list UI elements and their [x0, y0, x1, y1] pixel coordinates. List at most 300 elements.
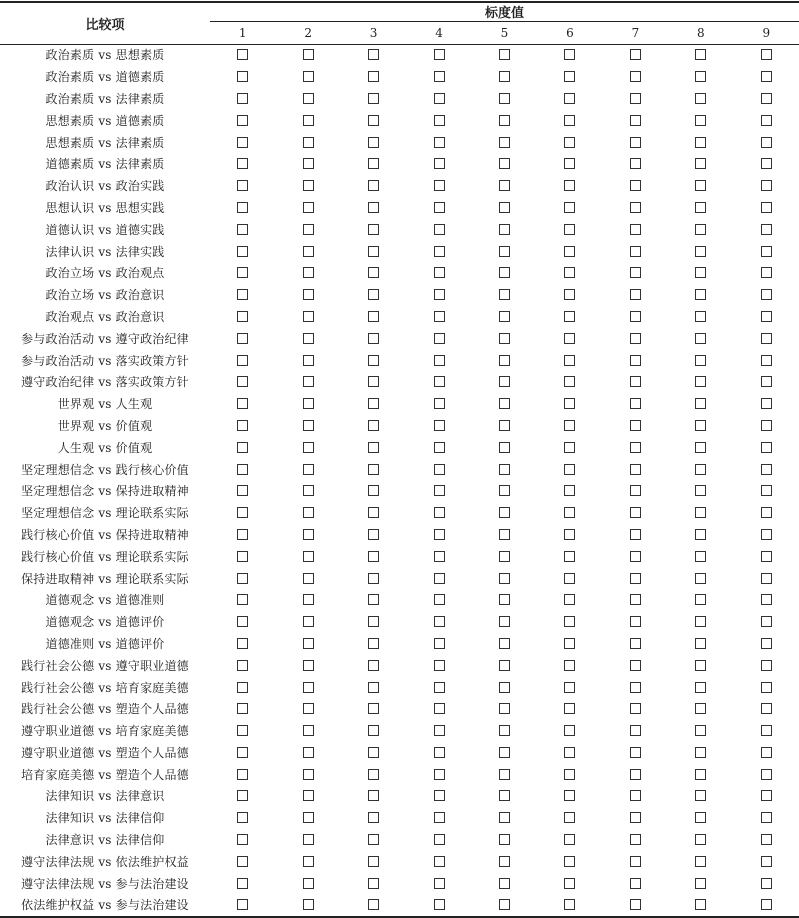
scale-checkbox[interactable]	[761, 333, 772, 344]
scale-checkbox[interactable]	[434, 71, 445, 82]
scale-checkbox[interactable]	[368, 333, 379, 344]
scale-checkbox[interactable]	[630, 878, 641, 889]
scale-checkbox[interactable]	[434, 485, 445, 496]
scale-checkbox[interactable]	[303, 376, 314, 387]
scale-checkbox[interactable]	[761, 529, 772, 540]
scale-checkbox[interactable]	[564, 594, 575, 605]
scale-checkbox[interactable]	[368, 485, 379, 496]
scale-checkbox[interactable]	[237, 769, 248, 780]
scale-checkbox[interactable]	[630, 158, 641, 169]
scale-checkbox[interactable]	[237, 376, 248, 387]
scale-checkbox[interactable]	[303, 769, 314, 780]
scale-checkbox[interactable]	[761, 682, 772, 693]
scale-checkbox[interactable]	[761, 115, 772, 126]
scale-checkbox[interactable]	[499, 812, 510, 823]
scale-checkbox[interactable]	[303, 442, 314, 453]
scale-checkbox[interactable]	[761, 376, 772, 387]
scale-checkbox[interactable]	[434, 812, 445, 823]
scale-checkbox[interactable]	[368, 834, 379, 845]
scale-checkbox[interactable]	[695, 529, 706, 540]
scale-checkbox[interactable]	[303, 158, 314, 169]
scale-checkbox[interactable]	[499, 638, 510, 649]
scale-checkbox[interactable]	[761, 660, 772, 671]
scale-checkbox[interactable]	[761, 311, 772, 322]
scale-checkbox[interactable]	[368, 856, 379, 867]
scale-checkbox[interactable]	[564, 812, 575, 823]
scale-checkbox[interactable]	[303, 812, 314, 823]
scale-checkbox[interactable]	[499, 551, 510, 562]
scale-checkbox[interactable]	[434, 616, 445, 627]
scale-checkbox[interactable]	[761, 703, 772, 714]
scale-checkbox[interactable]	[695, 551, 706, 562]
scale-checkbox[interactable]	[237, 333, 248, 344]
scale-checkbox[interactable]	[237, 834, 248, 845]
scale-checkbox[interactable]	[695, 899, 706, 910]
scale-checkbox[interactable]	[499, 246, 510, 257]
scale-checkbox[interactable]	[564, 725, 575, 736]
scale-checkbox[interactable]	[434, 246, 445, 257]
scale-checkbox[interactable]	[237, 267, 248, 278]
scale-checkbox[interactable]	[761, 747, 772, 758]
scale-checkbox[interactable]	[434, 115, 445, 126]
scale-checkbox[interactable]	[630, 376, 641, 387]
scale-checkbox[interactable]	[761, 267, 772, 278]
scale-checkbox[interactable]	[761, 790, 772, 801]
scale-checkbox[interactable]	[303, 333, 314, 344]
scale-checkbox[interactable]	[434, 594, 445, 605]
scale-checkbox[interactable]	[695, 660, 706, 671]
scale-checkbox[interactable]	[630, 856, 641, 867]
scale-checkbox[interactable]	[630, 682, 641, 693]
scale-checkbox[interactable]	[434, 267, 445, 278]
scale-checkbox[interactable]	[303, 747, 314, 758]
scale-checkbox[interactable]	[761, 812, 772, 823]
scale-checkbox[interactable]	[564, 790, 575, 801]
scale-checkbox[interactable]	[630, 529, 641, 540]
scale-checkbox[interactable]	[368, 464, 379, 475]
scale-checkbox[interactable]	[564, 747, 575, 758]
scale-checkbox[interactable]	[695, 420, 706, 431]
scale-checkbox[interactable]	[237, 115, 248, 126]
scale-checkbox[interactable]	[434, 856, 445, 867]
scale-checkbox[interactable]	[630, 834, 641, 845]
scale-checkbox[interactable]	[237, 311, 248, 322]
scale-checkbox[interactable]	[368, 267, 379, 278]
scale-checkbox[interactable]	[368, 355, 379, 366]
scale-checkbox[interactable]	[761, 878, 772, 889]
scale-checkbox[interactable]	[303, 311, 314, 322]
scale-checkbox[interactable]	[237, 573, 248, 584]
scale-checkbox[interactable]	[368, 899, 379, 910]
scale-checkbox[interactable]	[303, 725, 314, 736]
scale-checkbox[interactable]	[499, 856, 510, 867]
scale-checkbox[interactable]	[368, 442, 379, 453]
scale-checkbox[interactable]	[303, 115, 314, 126]
scale-checkbox[interactable]	[434, 725, 445, 736]
scale-checkbox[interactable]	[434, 573, 445, 584]
scale-checkbox[interactable]	[499, 660, 510, 671]
scale-checkbox[interactable]	[564, 158, 575, 169]
scale-checkbox[interactable]	[237, 202, 248, 213]
scale-checkbox[interactable]	[695, 638, 706, 649]
scale-checkbox[interactable]	[237, 420, 248, 431]
scale-checkbox[interactable]	[368, 616, 379, 627]
scale-checkbox[interactable]	[368, 246, 379, 257]
scale-checkbox[interactable]	[630, 507, 641, 518]
scale-checkbox[interactable]	[434, 180, 445, 191]
scale-checkbox[interactable]	[695, 485, 706, 496]
scale-checkbox[interactable]	[237, 71, 248, 82]
scale-checkbox[interactable]	[499, 725, 510, 736]
scale-checkbox[interactable]	[761, 573, 772, 584]
scale-checkbox[interactable]	[303, 573, 314, 584]
scale-checkbox[interactable]	[303, 878, 314, 889]
scale-checkbox[interactable]	[630, 289, 641, 300]
scale-checkbox[interactable]	[434, 638, 445, 649]
scale-checkbox[interactable]	[434, 769, 445, 780]
scale-checkbox[interactable]	[695, 616, 706, 627]
scale-checkbox[interactable]	[499, 878, 510, 889]
scale-checkbox[interactable]	[237, 158, 248, 169]
scale-checkbox[interactable]	[237, 616, 248, 627]
scale-checkbox[interactable]	[434, 355, 445, 366]
scale-checkbox[interactable]	[237, 856, 248, 867]
scale-checkbox[interactable]	[695, 224, 706, 235]
scale-checkbox[interactable]	[564, 660, 575, 671]
scale-checkbox[interactable]	[564, 355, 575, 366]
scale-checkbox[interactable]	[237, 398, 248, 409]
scale-checkbox[interactable]	[368, 420, 379, 431]
scale-checkbox[interactable]	[303, 289, 314, 300]
scale-checkbox[interactable]	[434, 682, 445, 693]
scale-checkbox[interactable]	[303, 398, 314, 409]
scale-checkbox[interactable]	[303, 267, 314, 278]
scale-checkbox[interactable]	[630, 464, 641, 475]
scale-checkbox[interactable]	[303, 93, 314, 104]
scale-checkbox[interactable]	[434, 878, 445, 889]
scale-checkbox[interactable]	[499, 703, 510, 714]
scale-checkbox[interactable]	[499, 899, 510, 910]
scale-checkbox[interactable]	[237, 638, 248, 649]
scale-checkbox[interactable]	[695, 202, 706, 213]
scale-checkbox[interactable]	[761, 202, 772, 213]
scale-checkbox[interactable]	[630, 747, 641, 758]
scale-checkbox[interactable]	[630, 442, 641, 453]
scale-checkbox[interactable]	[761, 71, 772, 82]
scale-checkbox[interactable]	[368, 115, 379, 126]
scale-checkbox[interactable]	[303, 703, 314, 714]
scale-checkbox[interactable]	[499, 376, 510, 387]
scale-checkbox[interactable]	[630, 573, 641, 584]
scale-checkbox[interactable]	[303, 551, 314, 562]
scale-checkbox[interactable]	[761, 464, 772, 475]
scale-checkbox[interactable]	[630, 812, 641, 823]
scale-checkbox[interactable]	[564, 137, 575, 148]
scale-checkbox[interactable]	[237, 725, 248, 736]
scale-checkbox[interactable]	[434, 551, 445, 562]
scale-checkbox[interactable]	[761, 551, 772, 562]
scale-checkbox[interactable]	[237, 507, 248, 518]
scale-checkbox[interactable]	[499, 398, 510, 409]
scale-checkbox[interactable]	[434, 202, 445, 213]
scale-checkbox[interactable]	[368, 311, 379, 322]
scale-checkbox[interactable]	[303, 224, 314, 235]
scale-checkbox[interactable]	[695, 507, 706, 518]
scale-checkbox[interactable]	[499, 682, 510, 693]
scale-checkbox[interactable]	[564, 769, 575, 780]
scale-checkbox[interactable]	[434, 333, 445, 344]
scale-checkbox[interactable]	[499, 442, 510, 453]
scale-checkbox[interactable]	[368, 202, 379, 213]
scale-checkbox[interactable]	[630, 71, 641, 82]
scale-checkbox[interactable]	[499, 267, 510, 278]
scale-checkbox[interactable]	[434, 660, 445, 671]
scale-checkbox[interactable]	[237, 594, 248, 605]
scale-checkbox[interactable]	[499, 311, 510, 322]
scale-checkbox[interactable]	[237, 442, 248, 453]
scale-checkbox[interactable]	[237, 49, 248, 60]
scale-checkbox[interactable]	[630, 790, 641, 801]
scale-checkbox[interactable]	[499, 202, 510, 213]
scale-checkbox[interactable]	[303, 834, 314, 845]
scale-checkbox[interactable]	[237, 812, 248, 823]
scale-checkbox[interactable]	[695, 682, 706, 693]
scale-checkbox[interactable]	[303, 420, 314, 431]
scale-checkbox[interactable]	[237, 703, 248, 714]
scale-checkbox[interactable]	[499, 115, 510, 126]
scale-checkbox[interactable]	[499, 529, 510, 540]
scale-checkbox[interactable]	[237, 747, 248, 758]
scale-checkbox[interactable]	[368, 49, 379, 60]
scale-checkbox[interactable]	[237, 137, 248, 148]
scale-checkbox[interactable]	[368, 137, 379, 148]
scale-checkbox[interactable]	[303, 485, 314, 496]
scale-checkbox[interactable]	[368, 638, 379, 649]
scale-checkbox[interactable]	[630, 660, 641, 671]
scale-checkbox[interactable]	[695, 355, 706, 366]
scale-checkbox[interactable]	[695, 398, 706, 409]
scale-checkbox[interactable]	[695, 790, 706, 801]
scale-checkbox[interactable]	[237, 180, 248, 191]
scale-checkbox[interactable]	[564, 573, 575, 584]
scale-checkbox[interactable]	[564, 638, 575, 649]
scale-checkbox[interactable]	[695, 71, 706, 82]
scale-checkbox[interactable]	[237, 790, 248, 801]
scale-checkbox[interactable]	[761, 485, 772, 496]
scale-checkbox[interactable]	[761, 769, 772, 780]
scale-checkbox[interactable]	[303, 682, 314, 693]
scale-checkbox[interactable]	[499, 464, 510, 475]
scale-checkbox[interactable]	[434, 790, 445, 801]
scale-checkbox[interactable]	[564, 878, 575, 889]
scale-checkbox[interactable]	[695, 442, 706, 453]
scale-checkbox[interactable]	[368, 769, 379, 780]
scale-checkbox[interactable]	[564, 682, 575, 693]
scale-checkbox[interactable]	[564, 180, 575, 191]
scale-checkbox[interactable]	[368, 790, 379, 801]
scale-checkbox[interactable]	[695, 856, 706, 867]
scale-checkbox[interactable]	[695, 464, 706, 475]
scale-checkbox[interactable]	[434, 747, 445, 758]
scale-checkbox[interactable]	[434, 507, 445, 518]
scale-checkbox[interactable]	[434, 464, 445, 475]
scale-checkbox[interactable]	[761, 158, 772, 169]
scale-checkbox[interactable]	[695, 137, 706, 148]
scale-checkbox[interactable]	[630, 616, 641, 627]
scale-checkbox[interactable]	[564, 420, 575, 431]
scale-checkbox[interactable]	[564, 464, 575, 475]
scale-checkbox[interactable]	[237, 289, 248, 300]
scale-checkbox[interactable]	[303, 638, 314, 649]
scale-checkbox[interactable]	[368, 551, 379, 562]
scale-checkbox[interactable]	[761, 224, 772, 235]
scale-checkbox[interactable]	[499, 834, 510, 845]
scale-checkbox[interactable]	[695, 594, 706, 605]
scale-checkbox[interactable]	[499, 333, 510, 344]
scale-checkbox[interactable]	[303, 899, 314, 910]
scale-checkbox[interactable]	[630, 594, 641, 605]
scale-checkbox[interactable]	[695, 49, 706, 60]
scale-checkbox[interactable]	[237, 660, 248, 671]
scale-checkbox[interactable]	[368, 398, 379, 409]
scale-checkbox[interactable]	[564, 834, 575, 845]
scale-checkbox[interactable]	[499, 507, 510, 518]
scale-checkbox[interactable]	[695, 180, 706, 191]
scale-checkbox[interactable]	[695, 267, 706, 278]
scale-checkbox[interactable]	[499, 355, 510, 366]
scale-checkbox[interactable]	[434, 224, 445, 235]
scale-checkbox[interactable]	[564, 398, 575, 409]
scale-checkbox[interactable]	[499, 137, 510, 148]
scale-checkbox[interactable]	[630, 93, 641, 104]
scale-checkbox[interactable]	[695, 376, 706, 387]
scale-checkbox[interactable]	[630, 202, 641, 213]
scale-checkbox[interactable]	[499, 180, 510, 191]
scale-checkbox[interactable]	[761, 49, 772, 60]
scale-checkbox[interactable]	[368, 682, 379, 693]
scale-checkbox[interactable]	[761, 616, 772, 627]
scale-checkbox[interactable]	[630, 267, 641, 278]
scale-checkbox[interactable]	[237, 224, 248, 235]
scale-checkbox[interactable]	[695, 289, 706, 300]
scale-checkbox[interactable]	[564, 289, 575, 300]
scale-checkbox[interactable]	[695, 158, 706, 169]
scale-checkbox[interactable]	[630, 224, 641, 235]
scale-checkbox[interactable]	[630, 485, 641, 496]
scale-checkbox[interactable]	[499, 71, 510, 82]
scale-checkbox[interactable]	[368, 725, 379, 736]
scale-checkbox[interactable]	[303, 529, 314, 540]
scale-checkbox[interactable]	[499, 790, 510, 801]
scale-checkbox[interactable]	[499, 158, 510, 169]
scale-checkbox[interactable]	[695, 115, 706, 126]
scale-checkbox[interactable]	[499, 573, 510, 584]
scale-checkbox[interactable]	[564, 246, 575, 257]
scale-checkbox[interactable]	[368, 660, 379, 671]
scale-checkbox[interactable]	[695, 93, 706, 104]
scale-checkbox[interactable]	[695, 333, 706, 344]
scale-checkbox[interactable]	[303, 464, 314, 475]
scale-checkbox[interactable]	[761, 180, 772, 191]
scale-checkbox[interactable]	[434, 834, 445, 845]
scale-checkbox[interactable]	[434, 137, 445, 148]
scale-checkbox[interactable]	[368, 224, 379, 235]
scale-checkbox[interactable]	[368, 289, 379, 300]
scale-checkbox[interactable]	[368, 747, 379, 758]
scale-checkbox[interactable]	[564, 856, 575, 867]
scale-checkbox[interactable]	[761, 289, 772, 300]
scale-checkbox[interactable]	[564, 529, 575, 540]
scale-checkbox[interactable]	[564, 333, 575, 344]
scale-checkbox[interactable]	[564, 202, 575, 213]
scale-checkbox[interactable]	[434, 93, 445, 104]
scale-checkbox[interactable]	[368, 180, 379, 191]
scale-checkbox[interactable]	[303, 790, 314, 801]
scale-checkbox[interactable]	[630, 246, 641, 257]
scale-checkbox[interactable]	[303, 180, 314, 191]
scale-checkbox[interactable]	[434, 311, 445, 322]
scale-checkbox[interactable]	[368, 703, 379, 714]
scale-checkbox[interactable]	[237, 682, 248, 693]
scale-checkbox[interactable]	[499, 289, 510, 300]
scale-checkbox[interactable]	[564, 115, 575, 126]
scale-checkbox[interactable]	[499, 616, 510, 627]
scale-checkbox[interactable]	[499, 224, 510, 235]
scale-checkbox[interactable]	[761, 899, 772, 910]
scale-checkbox[interactable]	[761, 725, 772, 736]
scale-checkbox[interactable]	[761, 137, 772, 148]
scale-checkbox[interactable]	[695, 834, 706, 845]
scale-checkbox[interactable]	[695, 769, 706, 780]
scale-checkbox[interactable]	[237, 464, 248, 475]
scale-checkbox[interactable]	[761, 420, 772, 431]
scale-checkbox[interactable]	[695, 878, 706, 889]
scale-checkbox[interactable]	[434, 529, 445, 540]
scale-checkbox[interactable]	[695, 747, 706, 758]
scale-checkbox[interactable]	[761, 93, 772, 104]
scale-checkbox[interactable]	[695, 573, 706, 584]
scale-checkbox[interactable]	[368, 594, 379, 605]
scale-checkbox[interactable]	[695, 703, 706, 714]
scale-checkbox[interactable]	[761, 246, 772, 257]
scale-checkbox[interactable]	[630, 703, 641, 714]
scale-checkbox[interactable]	[237, 878, 248, 889]
scale-checkbox[interactable]	[564, 899, 575, 910]
scale-checkbox[interactable]	[499, 769, 510, 780]
scale-checkbox[interactable]	[630, 355, 641, 366]
scale-checkbox[interactable]	[237, 355, 248, 366]
scale-checkbox[interactable]	[434, 398, 445, 409]
scale-checkbox[interactable]	[303, 71, 314, 82]
scale-checkbox[interactable]	[630, 638, 641, 649]
scale-checkbox[interactable]	[630, 311, 641, 322]
scale-checkbox[interactable]	[564, 311, 575, 322]
scale-checkbox[interactable]	[499, 93, 510, 104]
scale-checkbox[interactable]	[695, 311, 706, 322]
scale-checkbox[interactable]	[303, 507, 314, 518]
scale-checkbox[interactable]	[630, 420, 641, 431]
scale-checkbox[interactable]	[630, 551, 641, 562]
scale-checkbox[interactable]	[237, 485, 248, 496]
scale-checkbox[interactable]	[761, 856, 772, 867]
scale-checkbox[interactable]	[761, 398, 772, 409]
scale-checkbox[interactable]	[761, 507, 772, 518]
scale-checkbox[interactable]	[564, 376, 575, 387]
scale-checkbox[interactable]	[434, 442, 445, 453]
scale-checkbox[interactable]	[368, 573, 379, 584]
scale-checkbox[interactable]	[630, 769, 641, 780]
scale-checkbox[interactable]	[303, 246, 314, 257]
